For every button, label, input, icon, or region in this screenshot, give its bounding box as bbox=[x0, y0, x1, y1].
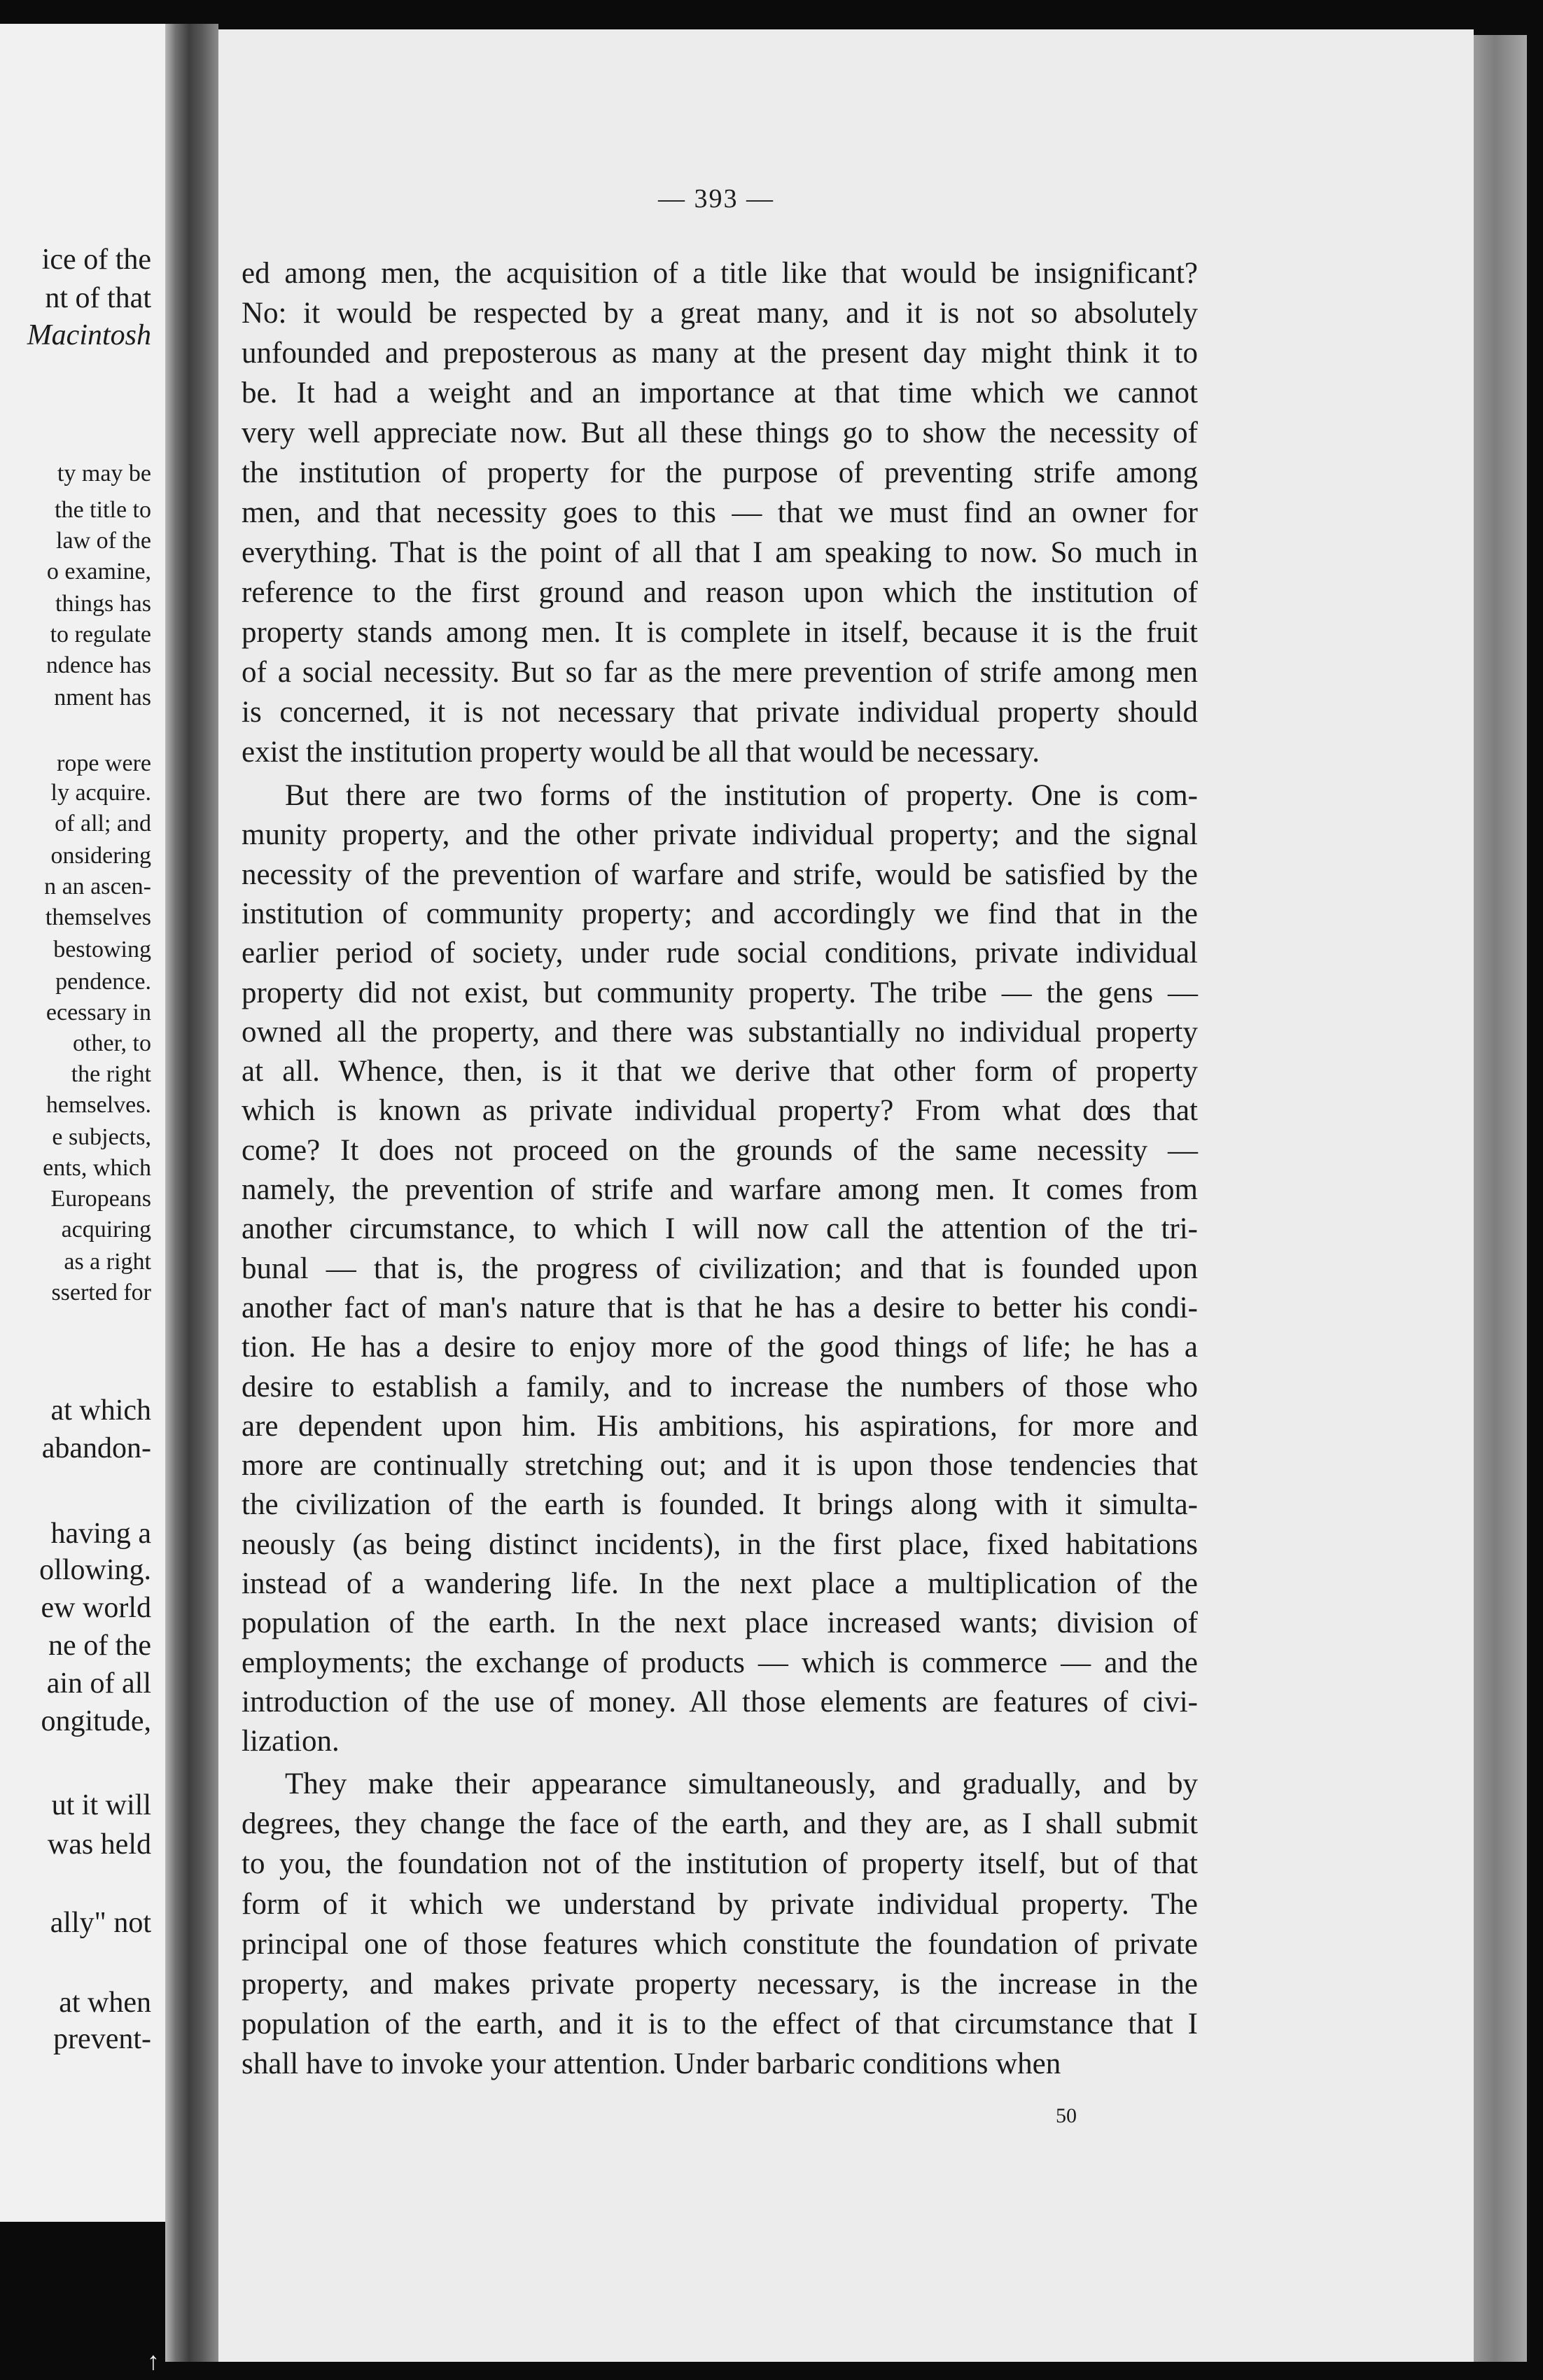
facing-page-line: sserted for bbox=[51, 1280, 151, 1306]
facing-page-line: of all; and bbox=[55, 811, 151, 836]
text-line: are dependent upon him. His ambitions, his aspirations, for more and bbox=[242, 1410, 1198, 1443]
text-line: lization. bbox=[242, 1725, 340, 1758]
text-line: of a social necessity. But so far as the mere prevention of strife among men bbox=[242, 656, 1198, 689]
facing-page-line: Macintosh bbox=[27, 319, 151, 351]
text-line: degrees, they change the face of the earth, and they are, as I shall submit bbox=[242, 1807, 1198, 1840]
text-line: earlier period of society, under rude social conditions, private individual bbox=[242, 937, 1198, 969]
text-line: owned all the property, and there was substantially no individual property bbox=[242, 1016, 1198, 1049]
facing-page-line: bestowing bbox=[53, 937, 151, 962]
text-line: instead of a wandering life. In the next place a multiplication of the bbox=[242, 1567, 1198, 1600]
facing-page-line: themselves bbox=[45, 904, 151, 930]
text-line: munity property, and the other private individual property; and the signal bbox=[242, 818, 1198, 851]
text-line: namely, the prevention of strife and warfare among men. It comes from bbox=[242, 1173, 1198, 1206]
page-number: — 393 — bbox=[658, 184, 774, 214]
facing-page-line: other, to bbox=[73, 1030, 151, 1056]
facing-page-line: things has bbox=[55, 591, 151, 617]
text-line: is concerned, it is not necessary that private individual property should bbox=[242, 696, 1198, 729]
signature-mark: 50 bbox=[1056, 2104, 1077, 2127]
text-line: exist the institution property would be all that would be necessary. bbox=[242, 736, 1040, 769]
facing-page-line: o examine, bbox=[46, 559, 151, 584]
text-line: everything. That is the point of all that I am speaking to now. So much in bbox=[242, 536, 1198, 569]
text-line: be. It had a weight and an importance at that time which we cannot bbox=[242, 377, 1198, 410]
text-line: principal one of those features which constitute the foundation of private bbox=[242, 1928, 1198, 1961]
facing-page-line: ents, which bbox=[43, 1155, 151, 1181]
text-line: another circumstance, to which I will now call the attention of the tri- bbox=[242, 1212, 1198, 1245]
text-line: property did not exist, but community property. The tribe — the gens — bbox=[242, 976, 1198, 1009]
text-line: more are continually stretching out; and it is upon those tendencies that bbox=[242, 1449, 1198, 1482]
text-line: neously (as being distinct incidents), in the first place, fixed habitations bbox=[242, 1528, 1198, 1561]
text-line: at all. Whence, then, is it that we derive that other form of property bbox=[242, 1055, 1198, 1088]
text-line: necessity of the prevention of warfare and strife, would be satisfied by the bbox=[242, 858, 1198, 891]
text-line: introduction of the use of money. All those elements are features of civi- bbox=[242, 1686, 1198, 1718]
text-line: desire to establish a family, and to increase the numbers of those who bbox=[242, 1371, 1198, 1404]
text-line: institution of community property; and accordingly we find that in the bbox=[242, 897, 1198, 930]
text-line: But there are two forms of the institution of property. One is com- bbox=[285, 779, 1198, 812]
facing-page-line: ollowing. bbox=[39, 1554, 151, 1586]
facing-page-line: ew world bbox=[41, 1592, 151, 1624]
text-line: population of the earth, and it is to the effect of that circumstance that I bbox=[242, 2008, 1198, 2040]
facing-page-line: ally" not bbox=[50, 1907, 151, 1939]
facing-page-line: ice of the bbox=[41, 244, 151, 276]
book-gutter bbox=[165, 24, 218, 2362]
facing-page-line: ongitude, bbox=[41, 1705, 151, 1737]
text-line: to you, the foundation not of the institution of property itself, but of that bbox=[242, 1847, 1198, 1880]
text-line: another fact of man's nature that is that he has a desire to better his condi- bbox=[242, 1292, 1198, 1324]
text-line: They make their appearance simultaneously, and gradually, and by bbox=[285, 1768, 1198, 1800]
facing-page-line: ne of the bbox=[48, 1630, 151, 1662]
text-line: reference to the first ground and reason upon which the institution of bbox=[242, 576, 1198, 609]
text-line: very well appreciate now. But all these things go to show the necessity of bbox=[242, 416, 1198, 449]
facing-page-line: n an ascen- bbox=[44, 874, 151, 899]
facing-page-line: at which bbox=[50, 1394, 151, 1427]
facing-page-line: e subjects, bbox=[52, 1124, 151, 1150]
text-line: unfounded and preposterous as many at the present day might think it to bbox=[242, 337, 1198, 370]
page-edge bbox=[1474, 35, 1527, 2362]
facing-page-line: to regulate bbox=[50, 622, 151, 648]
facing-page-line: ndence has bbox=[46, 652, 151, 678]
text-line: which is known as private individual property? From what dœs that bbox=[242, 1094, 1198, 1127]
facing-page-line: ecessary in bbox=[46, 1000, 151, 1026]
text-line: property stands among men. It is complete in itself, because it is the fruit bbox=[242, 616, 1198, 649]
facing-page-line: as a right bbox=[64, 1249, 151, 1275]
facing-page-line: ty may be bbox=[57, 461, 151, 486]
text-line: tion. He has a desire to enjoy more of the good things of life; he has a bbox=[242, 1331, 1198, 1364]
facing-page-line: nt of that bbox=[45, 282, 151, 314]
facing-page-line: ut it will bbox=[51, 1789, 151, 1821]
binding-mark: ↑ bbox=[147, 2347, 160, 2375]
facing-page-line: Europeans bbox=[50, 1186, 151, 1212]
facing-page-line: acquiring bbox=[61, 1217, 151, 1242]
facing-page-line: nment has bbox=[54, 685, 151, 710]
facing-page-line: abandon- bbox=[41, 1432, 151, 1464]
text-line: population of the earth. In the next place increased wants; division of bbox=[242, 1606, 1198, 1639]
text-line: ed among men, the acquisition of a title like that would be insignificant? bbox=[242, 257, 1198, 290]
text-line: employments; the exchange of products — which is commerce — and the bbox=[242, 1646, 1198, 1679]
text-line: the institution of property for the purpose of preventing strife among bbox=[242, 456, 1198, 489]
text-line: No: it would be respected by a great many, and it is not so absolutely bbox=[242, 297, 1198, 330]
facing-page-line: ain of all bbox=[46, 1667, 151, 1700]
facing-page-line: rope were bbox=[57, 750, 151, 776]
text-line: shall have to invoke your attention. Under barbaric conditions when bbox=[242, 2047, 1061, 2080]
facing-page-line: at when bbox=[59, 1987, 151, 2019]
facing-page-line: hemselves. bbox=[46, 1092, 151, 1118]
facing-page-line: onsidering bbox=[50, 843, 151, 869]
facing-page-line: was held bbox=[47, 1828, 151, 1861]
text-line: the civilization of the earth is founded. It brings along with it simulta- bbox=[242, 1488, 1198, 1521]
facing-page-line: the right bbox=[71, 1061, 151, 1087]
facing-page bbox=[0, 24, 165, 2222]
text-line: form of it which we understand by private individual property. The bbox=[242, 1888, 1198, 1921]
facing-page-line: ly acquire. bbox=[50, 780, 151, 806]
text-line: bunal — that is, the progress of civilization; and that is founded upon bbox=[242, 1252, 1198, 1285]
facing-page-line: prevent- bbox=[53, 2023, 151, 2055]
facing-page-line: law of the bbox=[56, 528, 151, 554]
text-line: come? It does not proceed on the grounds of the same necessity — bbox=[242, 1134, 1198, 1167]
text-line: men, and that necessity goes to this — that we must find an owner for bbox=[242, 496, 1198, 529]
text-line: property, and makes private property necessary, is the increase in the bbox=[242, 1968, 1198, 2001]
facing-page-line: pendence. bbox=[55, 969, 151, 995]
facing-page-line: having a bbox=[50, 1518, 151, 1550]
facing-page-line: the title to bbox=[55, 497, 151, 523]
